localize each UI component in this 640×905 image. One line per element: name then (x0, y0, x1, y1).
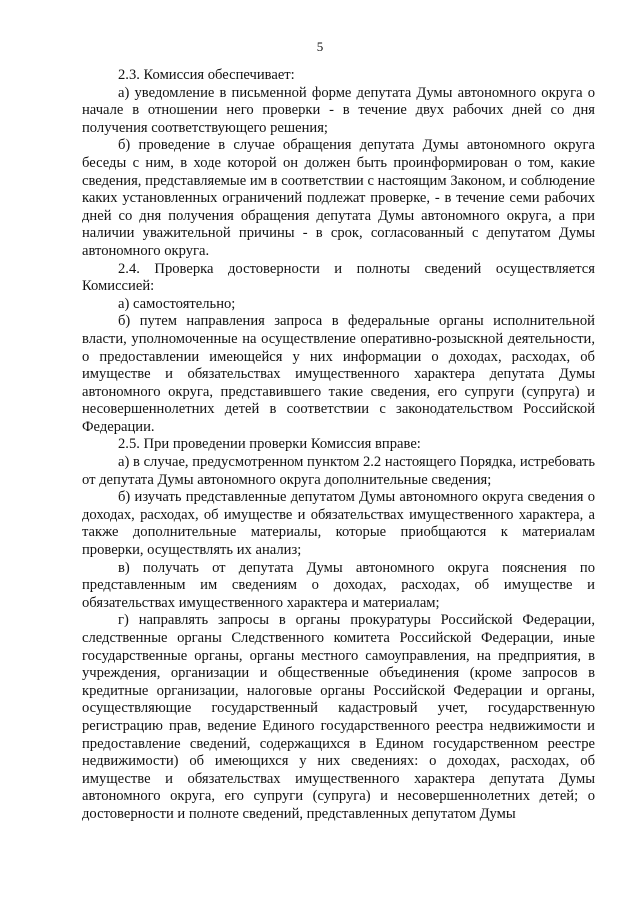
page-number: 5 (316, 39, 324, 54)
paragraph-2-3-b: б) проведение в случае обращения депутата Думы автономного округа беседы с ним, в ходе которой он должен быть проинформирован о том, какие сведения, представляемые им в соответствии с настоящим Законом, и соблюдение каких установленных ограничений подлежат проверке, - в течение семи рабочих дней со дня получения обращения депутата Думы автономного округа, а при наличии уважительной причины - в срок, согласованный с депутатом Думы автономного округа. (82, 137, 595, 259)
paragraph-2-3: 2.3. Комиссия обеспечивает: (118, 67, 295, 83)
paragraph-2-4-a: а) самостоятельно; (118, 295, 236, 312)
paragraph-2-5-d: г) направлять запросы в органы прокуратуры Российской Федерации, следственные органы Следственного комитета Российской Федерации, иные государственные органы, органы местного самоуправления, на предприятия, в учреждения, организации и общественные объединения (кроме запросов в кредитные организации, налоговые органы Российской Федерации и органы, осуществляющие государственный кадастровый учет, государственную регистрацию прав, ведение Единого государственного реестра недвижимости и предоставление сведений, содержащихся в Едином государственном реестре недвижимости) об имеющихся у них сведениях: о доходах, расходах, об имуществе и обязательствах имущественного характера депутата Думы автономного округа, его супруги (супруга) и несовершеннолетних детей; о достоверности и полноте сведений, представленных депутатом Думы (82, 612, 595, 822)
document-body (82, 67, 595, 824)
paragraph-2-5-b: б) изучать представленные депутатом Думы автономного округа сведения о доходах, расходах, об имуществе и обязательствах имущественного характера, а также дополнительные материалы, которые приобщаются к материалам проверки, осуществлять их анализ; (82, 489, 595, 559)
paragraph-2-5-c: в) получать от депутата Думы автономного округа пояснения по представленным им сведениям о доходах, расходах, об имуществе и обязательствах имущественного характера и материалам; (82, 559, 595, 611)
paragraph-2-5: 2.5. При проведении проверки Комиссия вправе: (118, 436, 421, 453)
paragraph-2-5-a: а) в случае, предусмотренном пунктом 2.2 настоящего Порядка, истребовать от депутата Думы автономного округа дополнительные сведения; (82, 454, 595, 488)
paragraph-2-4-b: б) путем направления запроса в федеральные органы исполнительной власти, уполномоченные на осуществление оперативно-розыскной деятельности, о предоставлении имеющейся у них информации о доходах, расходах, об имуществе и обязательствах имущественного характера депутата Думы автономного округа, представившего такие сведения, его супруги (супруга) и несовершеннолетних детей в соответствии с законодательством Российской Федерации. (82, 313, 595, 435)
paragraph-2-4: 2.4. Проверка достоверности и полноты сведений осуществляется Комиссией: (82, 260, 595, 295)
paragraph-2-3-a: а) уведомление в письменной форме депутата Думы автономного округа о начале в отношении него проверки - в течение двух рабочих дней со дня получения соответствующего решения; (82, 84, 595, 136)
